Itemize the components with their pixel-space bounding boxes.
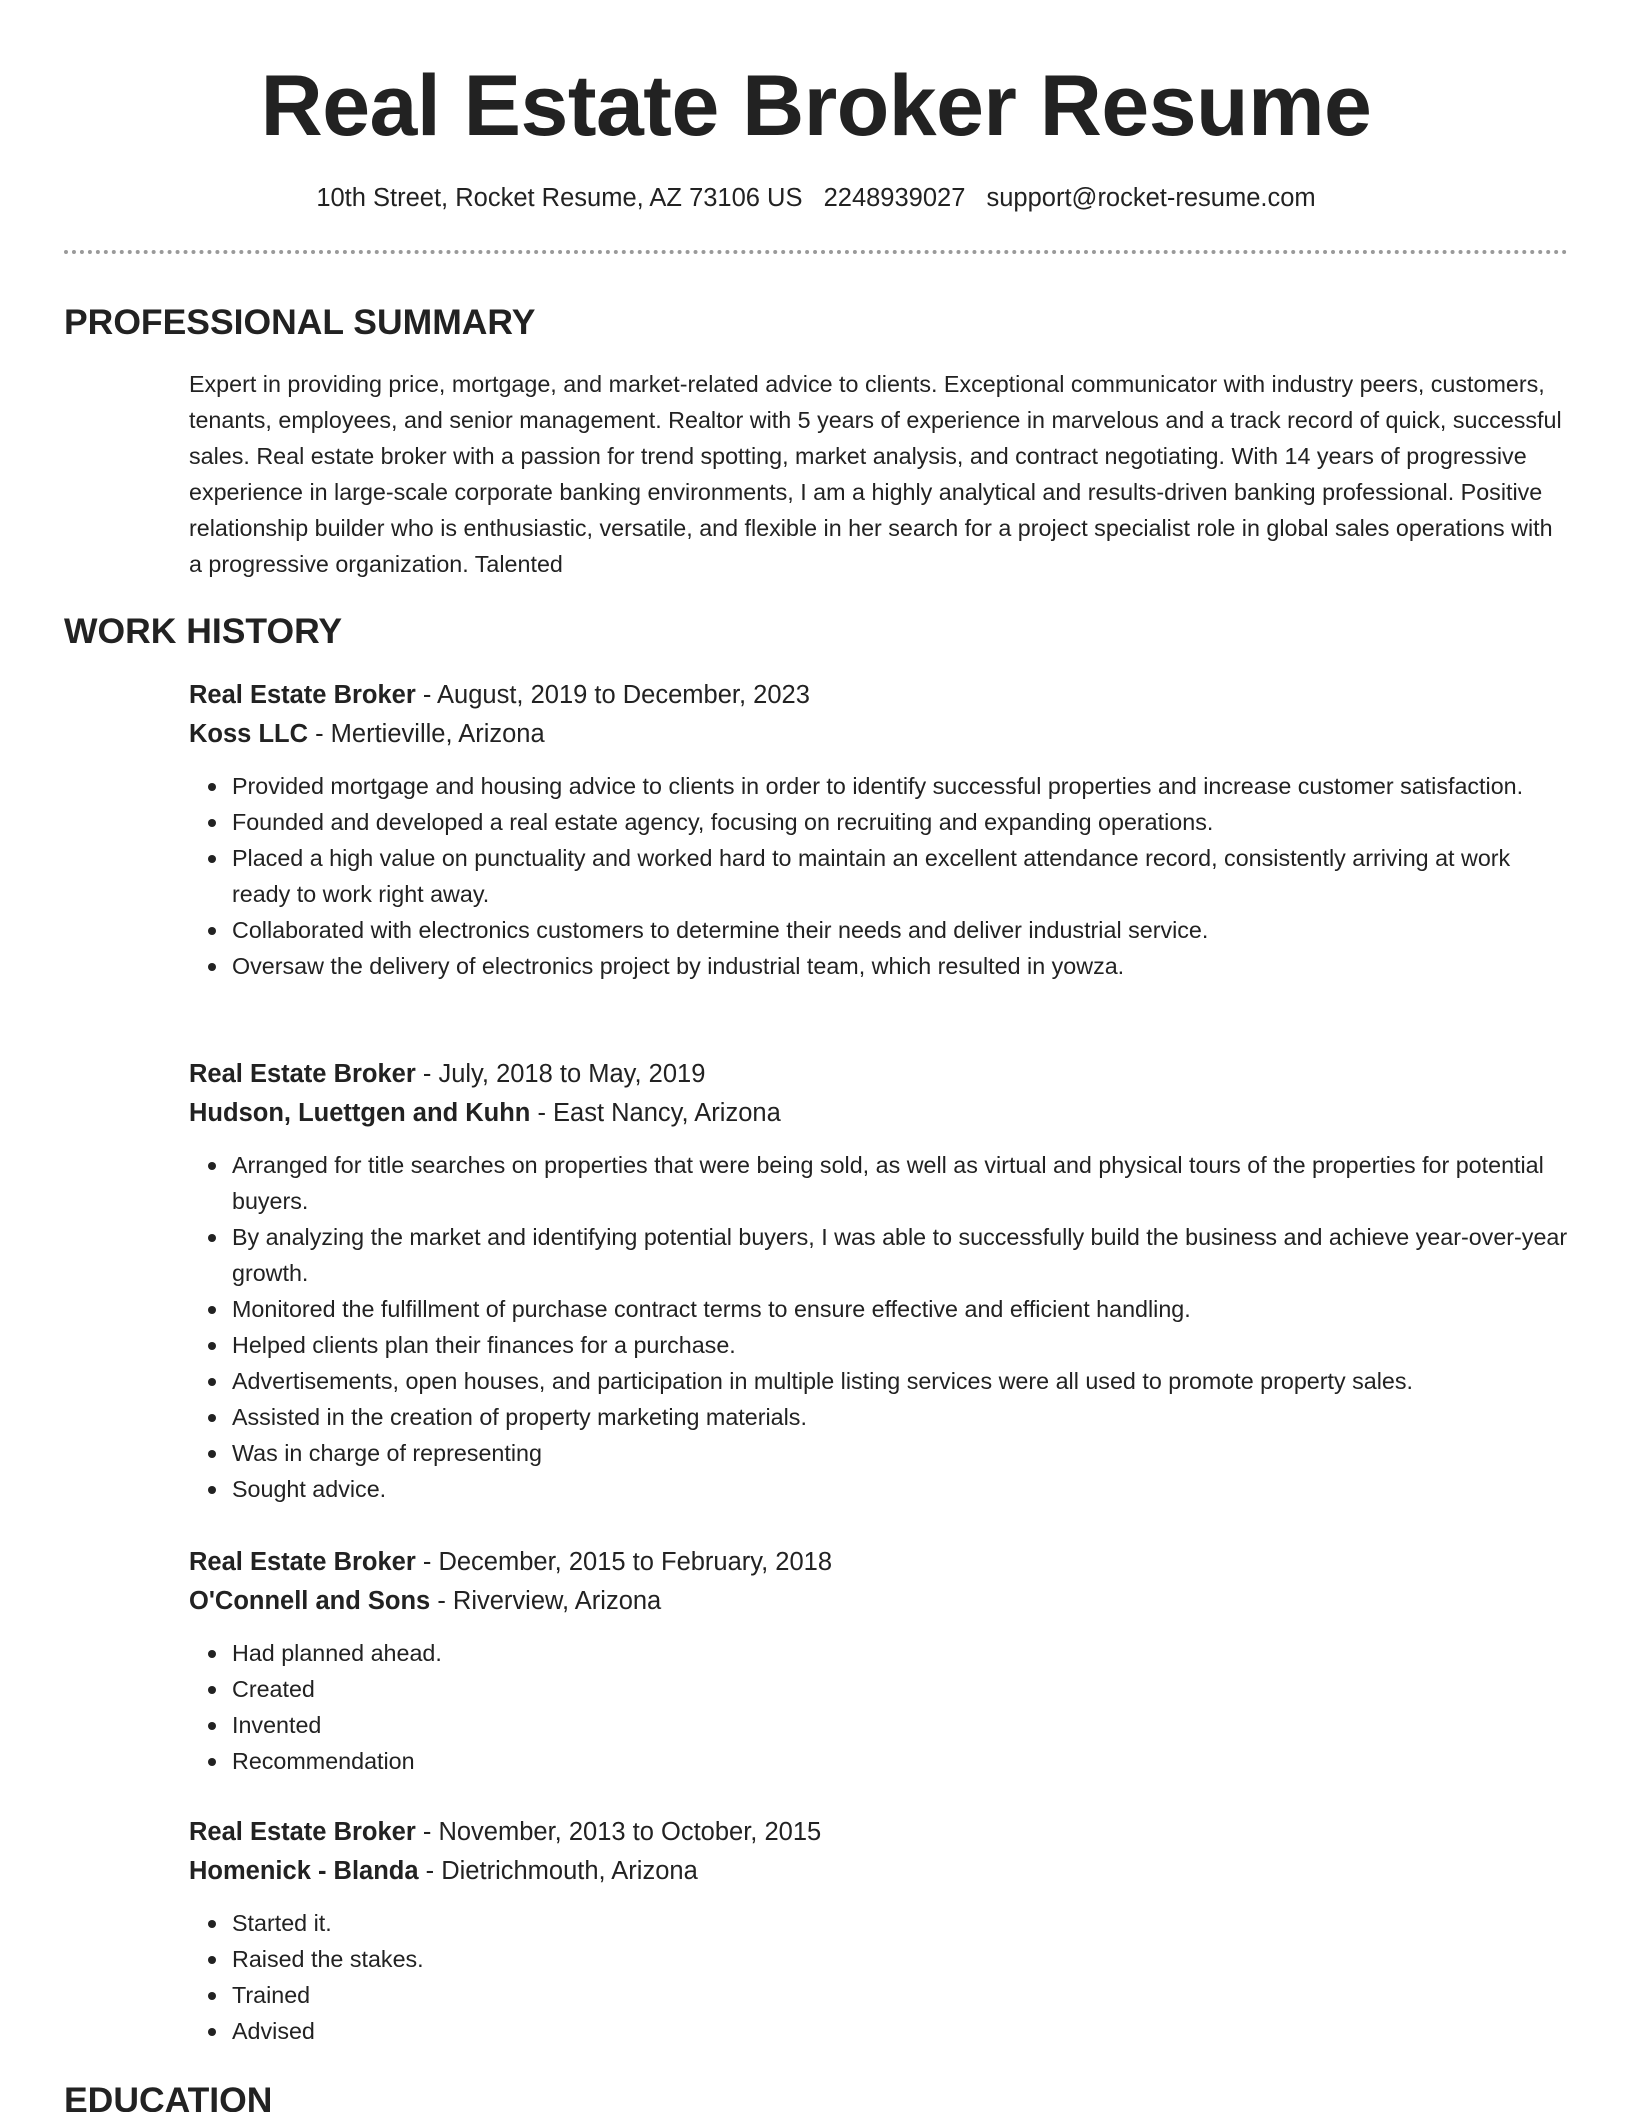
job-location: - Dietrichmouth, Arizona bbox=[418, 1857, 698, 1885]
summary-heading: PROFESSIONAL SUMMARY bbox=[64, 302, 536, 342]
job-company-line bbox=[189, 1852, 1569, 1891]
job-dates: - July, 2018 to May, 2019 bbox=[415, 1060, 706, 1088]
job-bullets bbox=[189, 768, 1569, 984]
job-company-line bbox=[189, 715, 1569, 754]
job-role: Real Estate Broker bbox=[189, 1818, 416, 1846]
job-location: - East Nancy, Arizona bbox=[530, 1099, 781, 1127]
job-bullet: Recommendation bbox=[232, 1743, 1569, 1779]
job-bullet: Had planned ahead. bbox=[232, 1635, 1569, 1671]
job-role: Real Estate Broker bbox=[189, 681, 416, 709]
job-role-line bbox=[189, 1055, 1569, 1094]
job-entry bbox=[189, 1543, 1569, 1779]
job-location: - Mertieville, Arizona bbox=[308, 720, 545, 748]
job-bullet: By analyzing the market and identifying potential buyers, I was able to successfully build the business and achieve year-over-year growth. bbox=[232, 1219, 1569, 1291]
job-bullet: Oversaw the delivery of electronics project by industrial team, which resulted in yowza. bbox=[232, 948, 1569, 984]
job-bullet: Was in charge of representing bbox=[232, 1435, 1569, 1471]
resume-title: Real Estate Broker Resume bbox=[260, 58, 1372, 154]
job-company: O'Connell and Sons bbox=[189, 1587, 431, 1615]
job-role: Real Estate Broker bbox=[189, 1060, 416, 1088]
job-bullet: Raised the stakes. bbox=[232, 1941, 1569, 1977]
education-heading: EDUCATION bbox=[64, 2080, 273, 2112]
job-bullet: Founded and developed a real estate agency, focusing on recruiting and expanding operations. bbox=[232, 804, 1569, 840]
work-history-heading: WORK HISTORY bbox=[64, 611, 343, 651]
job-bullet: Trained bbox=[232, 1977, 1569, 2013]
job-bullet: Arranged for title searches on properties that were being sold, as well as virtual and physical tours of the properties for potential buyers. bbox=[232, 1147, 1569, 1219]
job-bullets bbox=[189, 1147, 1569, 1507]
contact-address: 10th Street, Rocket Resume, AZ 73106 US bbox=[316, 184, 803, 212]
job-bullet: Advised bbox=[232, 2013, 1569, 2049]
job-bullet: Advertisements, open houses, and participation in multiple listing services were all used to promote property sales. bbox=[232, 1363, 1569, 1399]
job-bullet: Collaborated with electronics customers to determine their needs and deliver industrial service. bbox=[232, 912, 1569, 948]
job-role-line bbox=[189, 676, 1569, 715]
job-bullet: Placed a high value on punctuality and worked hard to maintain an excellent attendance record, consistently arriving at work ready to work right away. bbox=[232, 840, 1569, 912]
job-bullet: Created bbox=[232, 1671, 1569, 1707]
job-bullet: Helped clients plan their finances for a purchase. bbox=[232, 1327, 1569, 1363]
job-company: Hudson, Luettgen and Kuhn bbox=[189, 1099, 531, 1127]
job-role-line bbox=[189, 1543, 1569, 1582]
job-entry bbox=[189, 1813, 1569, 2049]
job-company: Koss LLC bbox=[189, 720, 309, 748]
job-company-line bbox=[189, 1094, 1569, 1133]
contact-info bbox=[0, 182, 1632, 214]
job-bullets bbox=[189, 1905, 1569, 2049]
job-role: Real Estate Broker bbox=[189, 1548, 416, 1576]
job-location: - Riverview, Arizona bbox=[430, 1587, 662, 1615]
job-company: Homenick - Blanda bbox=[189, 1857, 419, 1885]
job-bullet: Started it. bbox=[232, 1905, 1569, 1941]
summary-text: Expert in providing price, mortgage, and market-related advice to clients. Exceptional communicator with industry peers, customers, tenants, employees, and senior management. Realtor with 5 years of experience in marvelous and a track record of quick, successful sales. Real estate broker with a passion for trend spotting, market analysis, and contract negotiating. With 14 years of progressive experience in large-scale corporate banking environments, I am a highly analytical and results-driven banking professional. Positive relationship builder who is enthusiastic, versatile, and flexible in her search for a project specialist role in global sales operations with a progressive organization. Talented bbox=[189, 371, 1562, 577]
job-bullet: Assisted in the creation of property marketing materials. bbox=[232, 1399, 1569, 1435]
contact-email: support@rocket-resume.com bbox=[986, 184, 1316, 212]
job-dates: - August, 2019 to December, 2023 bbox=[415, 681, 810, 709]
job-entry bbox=[189, 676, 1569, 984]
job-bullet: Sought advice. bbox=[232, 1471, 1569, 1507]
job-bullet: Monitored the fulfillment of purchase contract terms to ensure effective and efficient handling. bbox=[232, 1291, 1569, 1327]
job-role-line bbox=[189, 1813, 1569, 1852]
job-dates: - November, 2013 to October, 2015 bbox=[415, 1818, 822, 1846]
job-entry bbox=[189, 1055, 1569, 1507]
contact-phone: 2248939027 bbox=[823, 184, 966, 212]
header-divider bbox=[64, 250, 1568, 254]
job-bullet: Provided mortgage and housing advice to clients in order to identify successful properties and increase customer satisfaction. bbox=[232, 768, 1569, 804]
job-bullet: Invented bbox=[232, 1707, 1569, 1743]
job-dates: - December, 2015 to February, 2018 bbox=[415, 1548, 833, 1576]
job-bullets bbox=[189, 1635, 1569, 1779]
job-company-line bbox=[189, 1582, 1569, 1621]
